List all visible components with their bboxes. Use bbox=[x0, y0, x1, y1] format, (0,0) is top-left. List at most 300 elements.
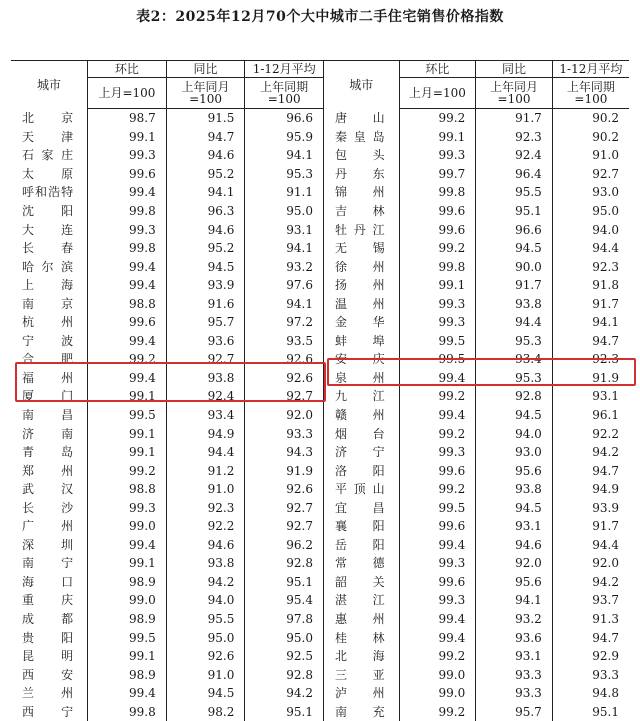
avg-value: 92.6 bbox=[245, 480, 324, 499]
city-name: 南 宁 bbox=[11, 554, 88, 573]
avg-value: 92.7 bbox=[245, 517, 324, 536]
mom-value: 99.8 bbox=[88, 202, 167, 221]
yoy-value: 95.2 bbox=[166, 165, 245, 184]
mom-value: 99.4 bbox=[399, 628, 476, 647]
avg-value: 94.7 bbox=[552, 332, 629, 351]
avg-value: 94.7 bbox=[552, 461, 629, 480]
avg-value: 91.9 bbox=[245, 461, 324, 480]
avg-value: 95.1 bbox=[552, 703, 629, 721]
city-name: 九 江 bbox=[323, 387, 399, 406]
mom-value: 99.2 bbox=[399, 239, 476, 258]
yoy-value: 93.3 bbox=[476, 665, 553, 684]
avg-value: 94.9 bbox=[552, 480, 629, 499]
yoy-value: 95.0 bbox=[166, 628, 245, 647]
yoy-value: 94.6 bbox=[166, 536, 245, 555]
avg-value: 97.6 bbox=[245, 276, 324, 295]
table-row bbox=[11, 146, 629, 165]
city-name: 西 安 bbox=[11, 665, 88, 684]
avg-value: 92.6 bbox=[245, 350, 324, 369]
city-name: 北 海 bbox=[323, 647, 399, 666]
city-name: 济 宁 bbox=[323, 443, 399, 462]
avg-value: 91.8 bbox=[552, 276, 629, 295]
yoy-value: 90.0 bbox=[476, 257, 553, 276]
mom-value: 98.9 bbox=[88, 573, 167, 592]
city-name: 兰 州 bbox=[11, 684, 88, 703]
city-name: 哈尔滨 bbox=[11, 257, 88, 276]
mom-value: 99.6 bbox=[399, 220, 476, 239]
avg-value: 94.2 bbox=[245, 684, 324, 703]
city-name: 惠 州 bbox=[323, 610, 399, 629]
avg-value: 90.2 bbox=[552, 109, 629, 128]
city-name: 西 宁 bbox=[11, 703, 88, 721]
avg-value: 93.1 bbox=[245, 220, 324, 239]
table-row bbox=[11, 628, 629, 647]
mom-value: 99.5 bbox=[399, 332, 476, 351]
avg-value: 92.7 bbox=[245, 387, 324, 406]
mom-value: 99.2 bbox=[88, 461, 167, 480]
city-name: 三 亚 bbox=[323, 665, 399, 684]
yoy-value: 94.5 bbox=[476, 239, 553, 258]
table-row bbox=[11, 665, 629, 684]
header-mom-base: 上月=100 bbox=[88, 78, 167, 109]
yoy-value: 94.1 bbox=[476, 591, 553, 610]
yoy-value: 91.7 bbox=[476, 109, 553, 128]
city-name: 太 原 bbox=[11, 165, 88, 184]
mom-value: 99.1 bbox=[399, 128, 476, 147]
yoy-value: 94.2 bbox=[166, 573, 245, 592]
yoy-value: 93.6 bbox=[476, 628, 553, 647]
mom-value: 99.5 bbox=[88, 406, 167, 425]
yoy-value: 96.3 bbox=[166, 202, 245, 221]
avg-value: 95.0 bbox=[245, 628, 324, 647]
header-avg-base-2: 上年同期=100 bbox=[552, 78, 629, 109]
avg-value: 96.2 bbox=[245, 536, 324, 555]
city-name: 秦皇岛 bbox=[323, 128, 399, 147]
avg-value: 94.1 bbox=[245, 239, 324, 258]
yoy-value: 93.6 bbox=[166, 332, 245, 351]
mom-value: 99.4 bbox=[88, 183, 167, 202]
avg-value: 93.7 bbox=[552, 591, 629, 610]
mom-value: 99.1 bbox=[88, 647, 167, 666]
city-name: 大 连 bbox=[11, 220, 88, 239]
header-mom: 环比 bbox=[88, 61, 167, 78]
mom-value: 99.4 bbox=[88, 257, 167, 276]
avg-value: 93.1 bbox=[552, 387, 629, 406]
city-name: 无 锡 bbox=[323, 239, 399, 258]
mom-value: 99.3 bbox=[399, 443, 476, 462]
table-row bbox=[11, 536, 629, 555]
yoy-value: 95.6 bbox=[476, 461, 553, 480]
yoy-value: 95.1 bbox=[476, 202, 553, 221]
city-name: 福 州 bbox=[11, 369, 88, 388]
city-name: 洛 阳 bbox=[323, 461, 399, 480]
city-name: 包 头 bbox=[323, 146, 399, 165]
yoy-value: 94.6 bbox=[476, 536, 553, 555]
avg-value: 92.9 bbox=[552, 647, 629, 666]
yoy-value: 93.1 bbox=[476, 647, 553, 666]
table-row bbox=[11, 257, 629, 276]
header-yoy-base: 上年同月=100 bbox=[166, 78, 245, 109]
yoy-value: 94.5 bbox=[166, 684, 245, 703]
city-name: 泉 州 bbox=[323, 369, 399, 388]
avg-value: 91.0 bbox=[552, 146, 629, 165]
mom-value: 99.4 bbox=[88, 684, 167, 703]
table-row bbox=[11, 480, 629, 499]
city-name: 厦 门 bbox=[11, 387, 88, 406]
mom-value: 99.6 bbox=[88, 165, 167, 184]
city-name: 上 海 bbox=[11, 276, 88, 295]
table-row bbox=[11, 369, 629, 388]
yoy-value: 93.8 bbox=[476, 480, 553, 499]
avg-value: 94.4 bbox=[552, 536, 629, 555]
avg-value: 97.2 bbox=[245, 313, 324, 332]
yoy-value: 93.8 bbox=[476, 294, 553, 313]
yoy-value: 92.6 bbox=[166, 647, 245, 666]
mom-value: 99.1 bbox=[88, 128, 167, 147]
city-name: 天 津 bbox=[11, 128, 88, 147]
city-name: 锦 州 bbox=[323, 183, 399, 202]
avg-value: 92.0 bbox=[245, 406, 324, 425]
city-name: 昆 明 bbox=[11, 647, 88, 666]
yoy-value: 94.7 bbox=[166, 128, 245, 147]
table-row bbox=[11, 591, 629, 610]
header-city: 城市 bbox=[11, 61, 88, 109]
avg-value: 93.2 bbox=[245, 257, 324, 276]
table-row bbox=[11, 554, 629, 573]
avg-value: 95.0 bbox=[245, 202, 324, 221]
mom-value: 98.7 bbox=[88, 109, 167, 128]
avg-value: 90.2 bbox=[552, 128, 629, 147]
yoy-value: 93.8 bbox=[166, 369, 245, 388]
city-name: 深 圳 bbox=[11, 536, 88, 555]
yoy-value: 91.6 bbox=[166, 294, 245, 313]
avg-value: 92.8 bbox=[245, 665, 324, 684]
avg-value: 92.8 bbox=[245, 554, 324, 573]
table-row bbox=[11, 424, 629, 443]
yoy-value: 91.7 bbox=[476, 276, 553, 295]
yoy-value: 94.9 bbox=[166, 424, 245, 443]
table-row bbox=[11, 128, 629, 147]
city-name: 徐 州 bbox=[323, 257, 399, 276]
table-row bbox=[11, 239, 629, 258]
yoy-value: 92.2 bbox=[166, 517, 245, 536]
mom-value: 99.2 bbox=[399, 647, 476, 666]
city-name: 重 庆 bbox=[11, 591, 88, 610]
mom-value: 99.1 bbox=[88, 554, 167, 573]
mom-value: 99.5 bbox=[399, 350, 476, 369]
mom-value: 99.2 bbox=[399, 480, 476, 499]
mom-value: 99.8 bbox=[88, 703, 167, 721]
header-yoy-base-2: 上年同月=100 bbox=[476, 78, 553, 109]
city-name: 湛 江 bbox=[323, 591, 399, 610]
avg-value: 94.2 bbox=[552, 443, 629, 462]
avg-value: 93.0 bbox=[552, 183, 629, 202]
avg-value: 91.7 bbox=[552, 517, 629, 536]
table-row bbox=[11, 276, 629, 295]
mom-value: 99.4 bbox=[88, 332, 167, 351]
yoy-value: 92.3 bbox=[476, 128, 553, 147]
yoy-value: 91.5 bbox=[166, 109, 245, 128]
yoy-value: 94.1 bbox=[166, 183, 245, 202]
city-name: 成 都 bbox=[11, 610, 88, 629]
city-name: 平顶山 bbox=[323, 480, 399, 499]
yoy-value: 95.7 bbox=[476, 703, 553, 721]
city-name: 宜 昌 bbox=[323, 498, 399, 517]
mom-value: 99.3 bbox=[399, 146, 476, 165]
yoy-value: 93.8 bbox=[166, 554, 245, 573]
city-name: 石家庄 bbox=[11, 146, 88, 165]
avg-value: 95.3 bbox=[245, 165, 324, 184]
yoy-value: 92.4 bbox=[166, 387, 245, 406]
mom-value: 99.2 bbox=[399, 109, 476, 128]
table-row bbox=[11, 610, 629, 629]
yoy-value: 94.5 bbox=[166, 257, 245, 276]
city-name: 沈 阳 bbox=[11, 202, 88, 221]
city-name: 赣 州 bbox=[323, 406, 399, 425]
yoy-value: 95.5 bbox=[476, 183, 553, 202]
yoy-value: 94.6 bbox=[166, 146, 245, 165]
avg-value: 93.9 bbox=[552, 498, 629, 517]
yoy-value: 98.2 bbox=[166, 703, 245, 721]
yoy-value: 91.0 bbox=[166, 665, 245, 684]
mom-value: 99.2 bbox=[88, 350, 167, 369]
avg-value: 94.1 bbox=[552, 313, 629, 332]
mom-value: 99.3 bbox=[399, 313, 476, 332]
city-name: 宁 波 bbox=[11, 332, 88, 351]
avg-value: 92.3 bbox=[552, 257, 629, 276]
yoy-value: 95.2 bbox=[166, 239, 245, 258]
table-row bbox=[11, 183, 629, 202]
city-name: 长 沙 bbox=[11, 498, 88, 517]
yoy-value: 93.4 bbox=[476, 350, 553, 369]
avg-value: 93.3 bbox=[245, 424, 324, 443]
page-title: 表2：2025年12月70个大中城市二手住宅销售价格指数 bbox=[0, 6, 640, 26]
header-yoy-2: 同比 bbox=[476, 61, 553, 78]
avg-value: 91.7 bbox=[552, 294, 629, 313]
table-row bbox=[11, 498, 629, 517]
avg-value: 92.0 bbox=[552, 554, 629, 573]
table-row bbox=[11, 573, 629, 592]
yoy-value: 92.8 bbox=[476, 387, 553, 406]
mom-value: 99.4 bbox=[399, 610, 476, 629]
mom-value: 99.2 bbox=[399, 424, 476, 443]
mom-value: 99.4 bbox=[88, 369, 167, 388]
mom-value: 98.9 bbox=[88, 610, 167, 629]
mom-value: 99.8 bbox=[88, 239, 167, 258]
mom-value: 99.0 bbox=[399, 684, 476, 703]
avg-value: 95.0 bbox=[552, 202, 629, 221]
city-name: 贵 阳 bbox=[11, 628, 88, 647]
avg-value: 94.7 bbox=[552, 628, 629, 647]
yoy-value: 95.3 bbox=[476, 369, 553, 388]
mom-value: 99.3 bbox=[399, 554, 476, 573]
avg-value: 94.4 bbox=[552, 239, 629, 258]
city-name: 郑 州 bbox=[11, 461, 88, 480]
avg-value: 94.0 bbox=[552, 220, 629, 239]
city-name: 南 充 bbox=[323, 703, 399, 721]
yoy-value: 94.4 bbox=[476, 313, 553, 332]
table-row bbox=[11, 517, 629, 536]
mom-value: 99.7 bbox=[399, 165, 476, 184]
city-name: 丹 东 bbox=[323, 165, 399, 184]
mom-value: 99.4 bbox=[399, 536, 476, 555]
mom-value: 99.1 bbox=[399, 276, 476, 295]
avg-value: 92.7 bbox=[552, 165, 629, 184]
yoy-value: 91.0 bbox=[166, 480, 245, 499]
mom-value: 98.9 bbox=[88, 665, 167, 684]
table-row bbox=[11, 109, 629, 128]
mom-value: 99.5 bbox=[399, 498, 476, 517]
city-name: 泸 州 bbox=[323, 684, 399, 703]
mom-value: 99.2 bbox=[399, 703, 476, 721]
mom-value: 98.8 bbox=[88, 480, 167, 499]
yoy-value: 92.3 bbox=[166, 498, 245, 517]
avg-value: 91.1 bbox=[245, 183, 324, 202]
table-row bbox=[11, 313, 629, 332]
table-row bbox=[11, 443, 629, 462]
city-name: 扬 州 bbox=[323, 276, 399, 295]
avg-value: 92.3 bbox=[552, 350, 629, 369]
header-yoy: 同比 bbox=[166, 61, 245, 78]
avg-value: 94.8 bbox=[552, 684, 629, 703]
avg-value: 91.3 bbox=[552, 610, 629, 629]
city-name: 桂 林 bbox=[323, 628, 399, 647]
mom-value: 99.1 bbox=[88, 443, 167, 462]
mom-value: 99.8 bbox=[399, 183, 476, 202]
city-name: 岳 阳 bbox=[323, 536, 399, 555]
yoy-value: 93.3 bbox=[476, 684, 553, 703]
avg-value: 93.3 bbox=[552, 665, 629, 684]
city-name: 青 岛 bbox=[11, 443, 88, 462]
yoy-value: 92.0 bbox=[476, 554, 553, 573]
city-name: 合 肥 bbox=[11, 350, 88, 369]
mom-value: 99.0 bbox=[88, 517, 167, 536]
header-avg-base: 上年同期=100 bbox=[245, 78, 324, 109]
yoy-value: 94.4 bbox=[166, 443, 245, 462]
yoy-value: 92.4 bbox=[476, 146, 553, 165]
city-name: 唐 山 bbox=[323, 109, 399, 128]
table-row bbox=[11, 202, 629, 221]
city-name: 呼和浩特 bbox=[11, 183, 88, 202]
yoy-value: 96.6 bbox=[476, 220, 553, 239]
city-name: 金 华 bbox=[323, 313, 399, 332]
city-name: 南 昌 bbox=[11, 406, 88, 425]
mom-value: 99.6 bbox=[399, 202, 476, 221]
city-name: 广 州 bbox=[11, 517, 88, 536]
yoy-value: 94.0 bbox=[166, 591, 245, 610]
city-name: 安 庆 bbox=[323, 350, 399, 369]
yoy-value: 93.1 bbox=[476, 517, 553, 536]
yoy-value: 91.2 bbox=[166, 461, 245, 480]
mom-value: 99.4 bbox=[88, 536, 167, 555]
avg-value: 96.6 bbox=[245, 109, 324, 128]
avg-value: 95.4 bbox=[245, 591, 324, 610]
avg-value: 95.9 bbox=[245, 128, 324, 147]
table-row bbox=[11, 350, 629, 369]
table-row bbox=[11, 406, 629, 425]
city-name: 南 京 bbox=[11, 294, 88, 313]
city-name: 常 德 bbox=[323, 554, 399, 573]
mom-value: 99.3 bbox=[88, 146, 167, 165]
yoy-value: 95.3 bbox=[476, 332, 553, 351]
mom-value: 99.3 bbox=[88, 498, 167, 517]
city-name: 吉 林 bbox=[323, 202, 399, 221]
mom-value: 99.6 bbox=[399, 517, 476, 536]
yoy-value: 93.9 bbox=[166, 276, 245, 295]
mom-value: 99.3 bbox=[88, 220, 167, 239]
avg-value: 97.8 bbox=[245, 610, 324, 629]
yoy-value: 95.5 bbox=[166, 610, 245, 629]
avg-value: 92.5 bbox=[245, 647, 324, 666]
avg-value: 95.1 bbox=[245, 703, 324, 721]
table-row bbox=[11, 220, 629, 239]
header-mom-2: 环比 bbox=[399, 61, 476, 78]
avg-value: 92.6 bbox=[245, 369, 324, 388]
city-name: 杭 州 bbox=[11, 313, 88, 332]
table-row bbox=[11, 165, 629, 184]
city-name: 长 春 bbox=[11, 239, 88, 258]
city-name: 北 京 bbox=[11, 109, 88, 128]
avg-value: 91.9 bbox=[552, 369, 629, 388]
city-name: 襄 阳 bbox=[323, 517, 399, 536]
avg-value: 94.3 bbox=[245, 443, 324, 462]
header-avg-2: 1-12月平均 bbox=[552, 61, 629, 78]
avg-value: 93.5 bbox=[245, 332, 324, 351]
mom-value: 99.4 bbox=[399, 406, 476, 425]
avg-value: 96.1 bbox=[552, 406, 629, 425]
mom-value: 99.4 bbox=[399, 369, 476, 388]
yoy-value: 95.6 bbox=[476, 573, 553, 592]
yoy-value: 92.7 bbox=[166, 350, 245, 369]
mom-value: 99.2 bbox=[399, 387, 476, 406]
mom-value: 99.6 bbox=[88, 313, 167, 332]
avg-value: 92.7 bbox=[245, 498, 324, 517]
city-name: 烟 台 bbox=[323, 424, 399, 443]
city-name: 海 口 bbox=[11, 573, 88, 592]
mom-value: 99.0 bbox=[399, 665, 476, 684]
yoy-value: 95.7 bbox=[166, 313, 245, 332]
table-row bbox=[11, 332, 629, 351]
price-index-table bbox=[11, 60, 629, 721]
mom-value: 99.3 bbox=[399, 591, 476, 610]
table-row bbox=[11, 294, 629, 313]
avg-value: 92.2 bbox=[552, 424, 629, 443]
table-row bbox=[11, 703, 629, 721]
table-row bbox=[11, 461, 629, 480]
header-city-2: 城市 bbox=[323, 61, 399, 109]
city-name: 牡丹江 bbox=[323, 220, 399, 239]
mom-value: 99.6 bbox=[399, 573, 476, 592]
avg-value: 95.1 bbox=[245, 573, 324, 592]
yoy-value: 94.0 bbox=[476, 424, 553, 443]
avg-value: 94.1 bbox=[245, 146, 324, 165]
header-avg: 1-12月平均 bbox=[245, 61, 324, 78]
city-name: 温 州 bbox=[323, 294, 399, 313]
city-name: 武 汉 bbox=[11, 480, 88, 499]
mom-value: 99.3 bbox=[399, 294, 476, 313]
mom-value: 99.8 bbox=[399, 257, 476, 276]
yoy-value: 94.6 bbox=[166, 220, 245, 239]
city-name: 济 南 bbox=[11, 424, 88, 443]
mom-value: 99.6 bbox=[399, 461, 476, 480]
mom-value: 98.8 bbox=[88, 294, 167, 313]
yoy-value: 93.2 bbox=[476, 610, 553, 629]
table-row bbox=[11, 647, 629, 666]
mom-value: 99.4 bbox=[88, 276, 167, 295]
mom-value: 99.1 bbox=[88, 387, 167, 406]
avg-value: 94.1 bbox=[245, 294, 324, 313]
avg-value: 94.2 bbox=[552, 573, 629, 592]
